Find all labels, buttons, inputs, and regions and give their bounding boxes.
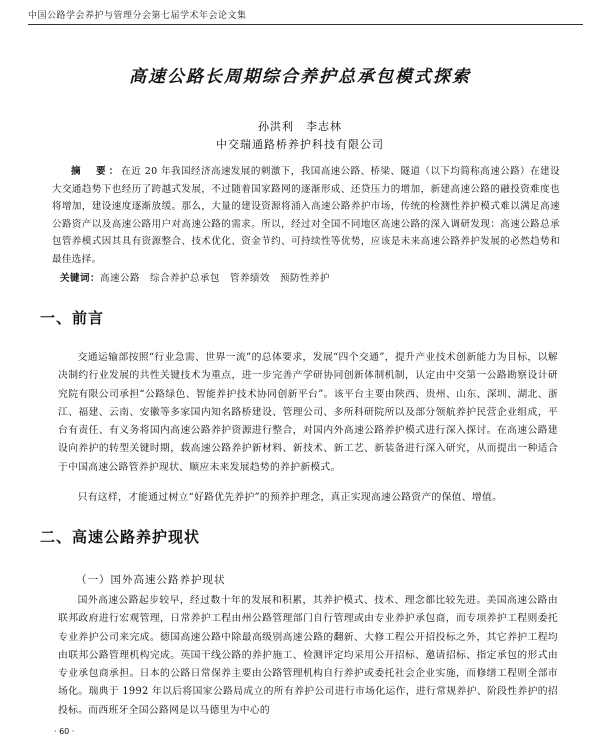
status-paragraph-1: 国外高速公路起步较早，经过数十年的发展和积累，其养护模式、技术、理念都比较先进。美国高速公路由联邦政府进行宏观管理，日常养护工程由州公路管理部门自行管理或由专业养护承包商，而专项养护工程则委托专业养护公司来完成。德国高速公路中除最高级别高速公路的翻新、大修工程公开招投标之外，其它养护工程均由联邦公路管理机构完成。英国干线公路的养护施工、检测评定均采用公开招标、邀请招标、指定承包的形式由专业承包商承担。日本的公路日常保养主要由公路管理机构自行养护或委托社会企业实施，而修缮工程则全部市场化。瑞典于 1992 年以后将国家公路局成立的所有养护公司进行市场化运作，进行常规养护、阶段性养护的招投标。而西班牙全国公路网是以马德里为中心的 [58, 595, 558, 716]
paper-authors: 孙洪利 李志林 [258, 120, 342, 133]
abstract-label: 摘 要： [71, 166, 122, 177]
abstract-text: 在近 20 年我国经济高速发展的刺激下，我国高速公路、桥梁、隧道（以下均简称高速公路）在建设大交通趋势下也经历了跨越式发展，不过随着国家路网的逐渐形成、还贷压力的增加，新建高速公路的融投资难度也将增加，建设速度逐渐放缓。那么，大量的建设资源将涌入高速公路养护市场，传统的检测性养护模式难以满足高速公路资产以及高速公路用户对高速公路的需求。所以，经过对全国不同地区高速公路的深入调研发现：高速公路总承包管养模式因其具有资源整合、技术优化、资金节约、可持续性等优势，应该是未来高速公路养护发展的必然趋势和最佳选择。 [52, 166, 560, 265]
keywords-text: 高速公路 综合养护总承包 管养绩效 预防性养护 [100, 273, 331, 284]
keywords-label: 关键词： [60, 273, 101, 284]
subsection-heading-foreign: （一）国外高速公路养护现状 [76, 574, 226, 586]
abstract [52, 163, 560, 269]
keywords [60, 270, 560, 284]
preface-paragraph-2: 只有这样，才能通过树立“好路优先养护”的预养护理念，真正实现高速公路资产的保值、增值。 [77, 492, 503, 503]
section-heading-preface: 一、前言 [40, 309, 105, 327]
paper-affiliation: 中交瑞通路桥养护科技有限公司 [216, 138, 384, 151]
running-header: 中国公路学会养护与管理分会第七届学术年会论文集 [28, 8, 583, 25]
section-heading-status: 二、高速公路养护现状 [40, 528, 201, 546]
preface-paragraph-1: 交通运输部按照“行业急需、世界一流”的总体要求，发展“四个交通”，提升产业技术创新能力为目标，以解决制约行业发展的共性关键技术为重点，进一步完善产学研协同创新体制机制，认定由中交第一公路勘察设计研究院有限公司承担“公路绿色、智能养护技术协同创新平台”。该平台主要由陕西、贵州、山东、深圳、湖北、浙江、福建、云南、安徽等多家国内知名路桥建设、管理公司、多所科研院所以及部分领航养护民营企业组成，平台有责任、有义务将国内高速公路养护资源进行整合，对国内外高速公路养护模式进行深入探讨。在高速公路建设向养护的转型关键时期，载高速公路养护新材料、新技术、新工艺、新装备进行深入研究，从而提出一种适合于中国高速公路管养护现状、顺应未来发展趋势的养护新模式。 [58, 352, 558, 473]
paper-title: 高速公路长周期综合养护总承包模式探索 [129, 67, 471, 87]
page-number: · 60 · [54, 727, 75, 736]
